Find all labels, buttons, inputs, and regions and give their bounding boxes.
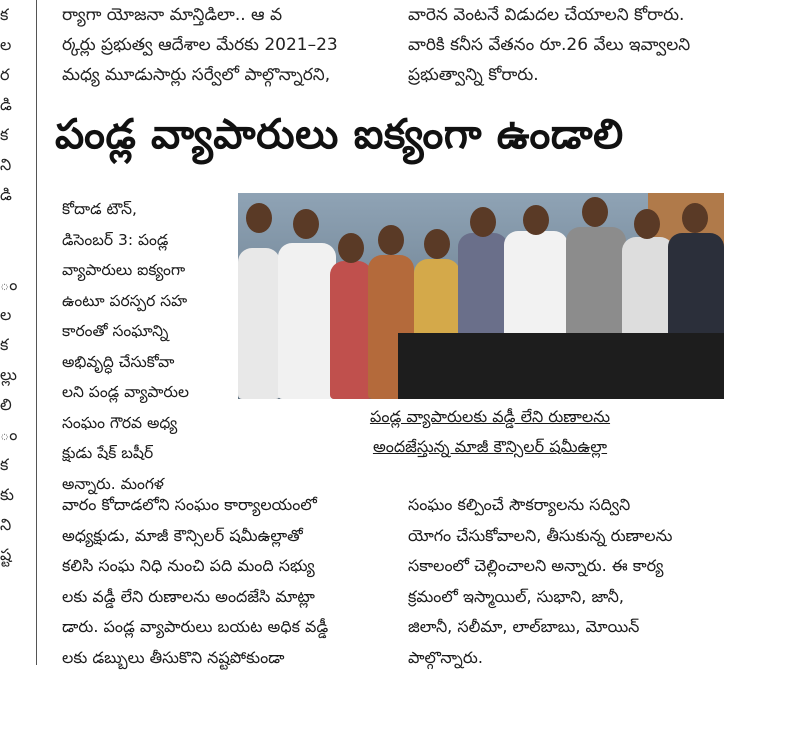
body-bottom-right (408, 490, 728, 673)
edge-fragment-line: డి (0, 185, 12, 204)
caption-line: పండ్ల వ్యాపారులకు వడ్డీ లేని రుణాలను (369, 407, 611, 426)
body-bottom-right-line: జిలానీ, సలీమా, లాల్‌బాబు, మోయిన్ (408, 617, 640, 636)
body-bottom-right-line: సకాలంలో చెల్లించాలని అన్నారు. ఈ కార్య (408, 556, 664, 575)
body-left-line: డిసెంబర్ 3: పండ్ల (62, 230, 169, 249)
left-edge-column (0, 0, 18, 570)
body-left-line: కారంతో సంఘాన్ని (62, 322, 169, 340)
edge-fragment-line: ని (0, 515, 12, 534)
headline: పండ్ల వ్యాపారులు ఐక్యంగా ఉండాలి (55, 110, 624, 158)
edge-fragment-line: ం (0, 425, 18, 444)
column-divider (36, 0, 37, 665)
edge-fragment-line: క (0, 125, 9, 144)
edge-fragment-line: క (0, 335, 9, 354)
body-bottom-left (62, 490, 380, 673)
body-bottom-left-line: కలిసి సంఘ నిధి నుంచి పది మంది సభ్యు (62, 556, 315, 575)
top-left-line: మధ్య మూడుసార్లు సర్వేలో పాల్గొన్నారని, (62, 65, 331, 85)
edge-fragment-line: ర (0, 65, 10, 84)
top-right-line: ప్రభుత్వాన్ని కోరారు. (408, 65, 539, 85)
edge-fragment-line: క (0, 455, 9, 474)
top-left-article-tail (62, 0, 382, 90)
top-right-article-tail (408, 0, 728, 90)
top-left-line: ర్యాగా యోజనా మాన్తిడిలా.. ఆ వ (62, 5, 283, 25)
edge-fragment-line (0, 210, 12, 240)
news-photo (238, 193, 724, 399)
top-right-line: వారెన వెంటనే విడుదల చేయాలని కోరారు. (408, 5, 685, 25)
caption-line: అందజేస్తున్న మాజీ కౌన్సిలర్ షమీఉల్లా (372, 437, 608, 456)
body-left-line: లని పండ్ల వ్యాపారుల (62, 383, 189, 401)
body-left-line: సంఘం గౌరవ అధ్య (62, 413, 178, 432)
body-left-column (62, 194, 230, 499)
edge-fragment-line: ష్ట (0, 545, 12, 564)
body-left-line: ఉంటూ పరస్పర సహ (62, 291, 188, 310)
body-bottom-left-line: అధ్యక్షుడు, మాజీ కౌన్సిలర్ షమీఉల్లాతో (62, 525, 303, 545)
edge-fragment-line: ని (0, 155, 12, 174)
body-left-line: వ్యాపారులు ఐక్యంగా (62, 261, 186, 279)
edge-fragment-line: ల (0, 305, 12, 324)
body-bottom-left-line: డారు. పండ్ల వ్యాపారులు బయట అధిక వడ్డీ (62, 617, 329, 636)
top-right-line: వారికి కనీస వేతనం రూ.26 వేలు ఇవ్వాలని (408, 35, 691, 55)
body-bottom-right-line: పాల్గొన్నారు. (408, 647, 483, 667)
edge-fragment-line: కు (0, 485, 14, 504)
body-left-line: అన్నారు. మంగళ (62, 474, 164, 493)
edge-fragment-line: డి (0, 95, 12, 114)
body-left-line: అభివృద్ధి చేసుకోవా (62, 352, 175, 371)
body-bottom-left-line: వారం కోదాడలోని సంఘం కార్యాలయంలో (62, 495, 317, 514)
edge-fragment-line: ల (0, 35, 12, 54)
edge-fragment-line: ల్లు (0, 365, 17, 384)
body-bottom-right-line: సంఘం కల్పించే సౌకర్యాలను సద్విని (408, 495, 631, 514)
edge-fragment-line: క (0, 5, 9, 24)
photo-caption (330, 402, 650, 462)
body-bottom-right-line: క్రమంలో ఇస్మాయిల్, సుభాని, జానీ, (408, 586, 625, 606)
body-left-line: క్షుడు షేక్ బషీర్ (62, 444, 154, 462)
edge-fragment-line: లి (0, 395, 12, 414)
body-bottom-left-line: లకు వడ్డీ లేని రుణాలను అందజేసి మాట్లా (62, 586, 315, 606)
body-left-line: కోదాడ టౌన్, (62, 200, 137, 218)
body-bottom-right-line: యోగం చేసుకోవాలని, తీసుకున్న రుణాలను (408, 525, 673, 545)
edge-fragment-line (0, 240, 12, 270)
top-left-line: ర్కర్లు ప్రభుత్వ ఆదేశాల మేరకు 2021–23 (62, 35, 338, 55)
body-bottom-left-line: లకు డబ్బులు తీసుకొని నష్టపోకుండా (62, 647, 285, 667)
edge-fragment-line: ం (0, 275, 18, 294)
